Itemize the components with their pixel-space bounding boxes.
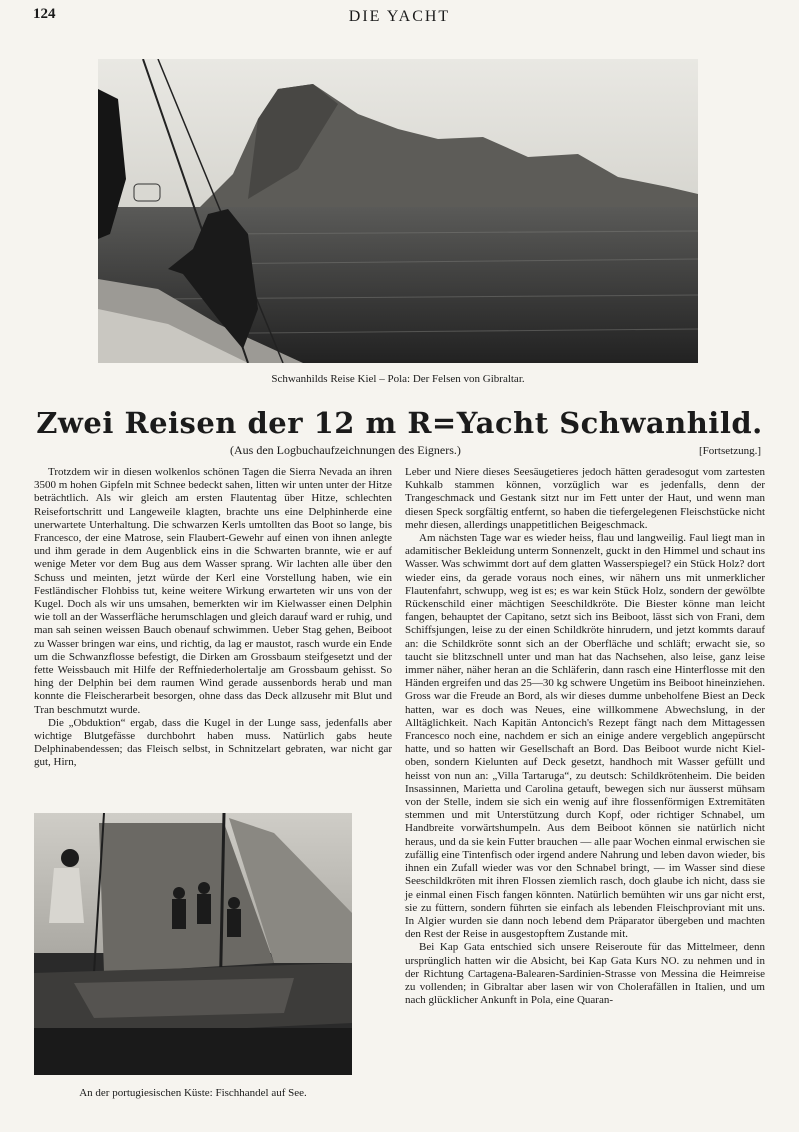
column-right [405,466,765,1007]
paragraph: Bei Kap Gata entschied sich unsere Reiseroute für das Mittelmeer, denn ursprünglich hatten wir die Absicht, bei Kap Gata Kurs NO. zu nehmen und in der Richtung Cartagena-Balearen-Sardinien-Strasse von Messina die Heimreise zu vollenden; in Gibraltar aber lasen wir von Cholerafällen in Italien, und um nach glücklicher Ankunft in Pola, eine Quaran- [405,941,765,1007]
paragraph: Trotzdem wir in diesen wolkenlos schönen Tagen die Sierra Nevada an ihren 3500 m hohen Gipfeln mit Schnee bedeckt sahen, litten wir unten unter der Hitze beträchtlich. Als wir gleich am ersten Flautentag über Hitze, schlechten Reisefortschritt und Langeweile klagten, brachte uns eine Delphinherde eine unerwartete Unterhaltung. Die schwarzen Kerls umtollten das Boot so lange, bis Francesco, der eine Matrose, sein Flaubert-Gewehr auf einen von ihnen anlegte und ihm gerade in dem Augenblick eins in die Schwarten brannte, wie er auf wenige Meter vor dem Bug aus dem Wasser sprang. Wir lachten alle über den Schuss und meinten, jetzt würde der Kerl eine Vorstellung haben, wie ein Festländischer Flohbiss tut, keine weitere Wirkung erwarteten wir uns von der Kugel. Doch als wir uns umsahen, bemerkten wir im Kielwasser einen Delphin wie toll an der Wasserfläche herumschlagen und gleich darauf ward er ruhig, und man sah seinen weissen Bauch obenauf schwimmen. Ueber Stag gehen, Beiboot zu Wasser bringen war eins, und richtig, da lag er maustot, rasch wurde ein Ende um die Schwanzflosse befestigt, die Dirken am Grossbaum steifgesetzt und der fette Weissbauch mit Hilfe der Reffniederholertalje am Grossbaum gehisst. So hing der Delphin bei dem raumen Wind gerade aussenbords herab und man konnte die Fleischerarbeit besorgen, ohne dass das Deck allzusehr mit Blut und Tran beschmutzt wurde. [34,466,392,716]
column-left [34,466,392,770]
article-subtitle: (Aus den Logbuchaufzeichnungen des Eigners.) [230,443,461,457]
paragraph: Die „Obduktion“ ergab, dass die Kugel in der Lunge sass, jedenfalls aber wichtige Blutgefässe durchbohrt haben muss. Natürlich gabs heute Delphinabendessen; das Fleisch selbst, in Schnitzelart gebraten, war nicht gar gut, Hirn, [34,716,392,769]
fishing-boats-photo [34,813,352,1075]
page-number: 124 [33,6,56,22]
figure-caption-bottom: An der portugiesischen Küste: Fischhandel auf See. [79,1087,307,1099]
paragraph: Leber und Niere dieses Seesäugetieres jedoch hätten geradesogut vom zartesten Kuhkalb stammen können, vorzüglich war es jedenfalls, denn der Trangeschmack und Gestank sitzt nur im Fett unter der Haut, und wenn man diesen Speck sorgfältig entfernt, so haben die tiefergelegenen Fleischstücke nicht mehr diesen, allerdings unappetitlichen Beigeschmack. [405,466,765,531]
gibraltar-photo [98,59,698,363]
running-head: DIE YACHT [348,8,451,25]
continued-note: [Fortsetzung.] [698,445,761,457]
paragraph: Am nächsten Tage war es wieder heiss, flau und langweilig. Faul liegt man in adamitischer Bekleidung unterm Sonnenzelt, guckt in den Himmel und schaut ins Wasser. Was schwimmt dort auf dem glatten Wasserspiegel? ein Stück Holz? dort wieder eins, da gerade voraus noch eines, wir nähern uns mit unmerklicher Flautenfahrt, schwupp, weg ist es; es war kein Stück Holz, sondern der gewölbte Rückenschild einer mächtigen Seeschildkröte. Die Biester könne man leicht fangen, behauptet der Capitano, setzt sich ins Beiboot, lässt sich von Frani, dem Schiffsjungen, leise zu der einen Schildkröte hinrudern, und jetzt kommts darauf an: die Schildkröte sonnt sich an der Oberfläche und schläft; erwacht sie, so taucht sie blitzschnell unter und man hat das Nachsehen, also leise, ganz leise immer näher, näher heran an die Schläferin, dann rasch eine Hinterflosse mit den Händen ergreifen und das 25—30 kg schwere Ungetüm ins Beiboot hineinziehen. Gross war die Freude an Bord, als wir dieses dumme unbeholfene Biest an Deck hatten, war es doch was Neues, eine willkommene Abwechslung, in der Alltäglichkeit. Nach Kapitän Antoncich's Rezept fängt nach dem Mittagessen Francesco noch eine, nachdem er sich an einige andere vergeblich angepürscht hatte, und so hatten wir Gesellschaft an Bord. Das Beiboot wurde nicht Kiel-oben, sondern Kielunten auf Deck gesetzt, handhoch mit Wasser gefüllt und heisst von nun an: „Villa Tartaruga“, zu deutsch: Schildkrötenheim. Die beiden Insassinnen, Marietta und Carolina getauft, bewegen sich nur äusserst mühsam von der Stelle, indem sie sich ein wenig auf ihre flossenförmigen Extremitäten stemmen und mit Unterstützung durch Kopf, oder richtiger Schnabel, um Handbreite vorwärtshumpeln. Aus dem Beiboot können sie natürlich nicht heraus, und da sie kein Futter brauchen — alle paar Wochen einmal erwischen sie zufällig eine Tintenfisch oder irgend andere Nahrung und leben davon wieder, bis ihnen ein Zufall wieder was vor den Schnabel bringt, — im Wasser sind diese Seeschildkröten mit ihren Flossen ziemlich rasch, doch glaube ich nicht, dass sie je einmal einen Fisch fangen könnten. Natürlich bemühten wir uns gar nicht erst, sie zu füttern, sondern führten sie einfach als lebenden Fleischproviant mit uns. In Algier wurden sie dann noch lebend dem Präparator übergeben und machten den Rest der Reise in ausgestopftem Zustande mit. [405,532,765,941]
article-title: Zwei Reisen der 12 m R=Yacht Schwanhild. [36,406,763,440]
figure-caption-top: Schwanhilds Reise Kiel – Pola: Der Felsen von Gibraltar. [271,373,525,385]
